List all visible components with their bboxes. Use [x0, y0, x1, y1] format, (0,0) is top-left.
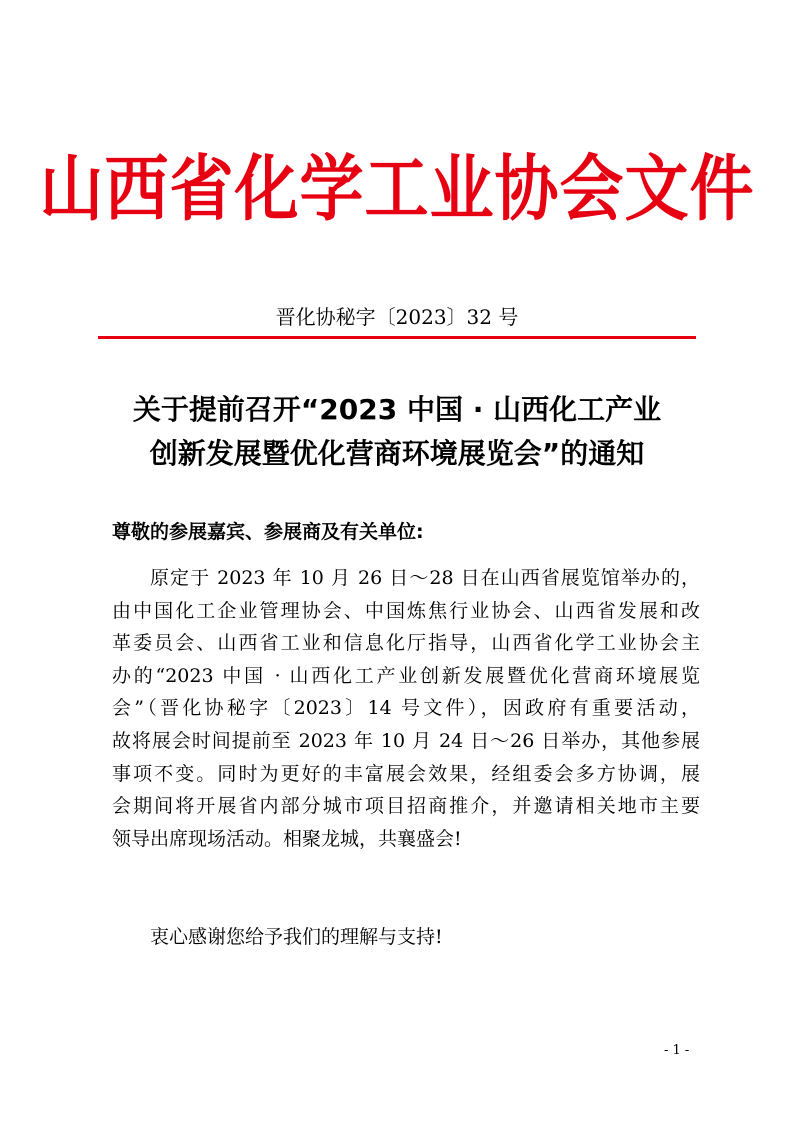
notice-title-line-2: 创新发展暨优化营商环境展览会”的通知 — [149, 437, 645, 470]
body-line: 事项不变。同时为更好的丰富展会效果，经组委会多方协调，展 — [112, 762, 700, 785]
masthead-title: 山西省化学工业协会文件 — [39, 148, 755, 232]
notice-title-line-1: 关于提前召开“2023 中国 · 山西化工产业 — [132, 393, 662, 426]
body-line: 故将展会时间提前至 2023 年 10 月 24 日～26 日举办，其他参展 — [112, 729, 700, 752]
page-number: - 1 - — [664, 1043, 690, 1058]
document-number: 晋化协秘字〔2023〕32 号 — [275, 305, 519, 329]
closing-remark: 衷心感谢您给予我们的理解与支持! — [150, 926, 443, 948]
notice-title — [0, 388, 794, 476]
body-line: 办的“2023 中国 · 山西化工产业创新发展暨优化营商环境展览 — [112, 664, 700, 687]
red-divider-line — [98, 336, 696, 339]
salutation: 尊敬的参展嘉宾、参展商及有关单位: — [112, 521, 424, 543]
body-line: 革委员会、山西省工业和信息化厅指导，山西省化学工业协会主 — [112, 632, 700, 655]
body-paragraph — [112, 562, 700, 855]
body-line: 由中国化工企业管理协会、中国炼焦行业协会、山西省发展和改 — [112, 599, 700, 622]
body-line: 领导出席现场活动。相聚龙城，共襄盛会! — [112, 827, 462, 850]
body-line: 原定于 2023 年 10 月 26 日～28 日在山西省展览馆举办的， — [150, 567, 700, 589]
body-line: 会期间将开展省内部分城市项目招商推介，并邀请相关地市主要 — [112, 795, 700, 818]
body-line: 会”（晋化协秘字〔2023〕14 号文件），因政府有重要活动， — [112, 697, 700, 720]
